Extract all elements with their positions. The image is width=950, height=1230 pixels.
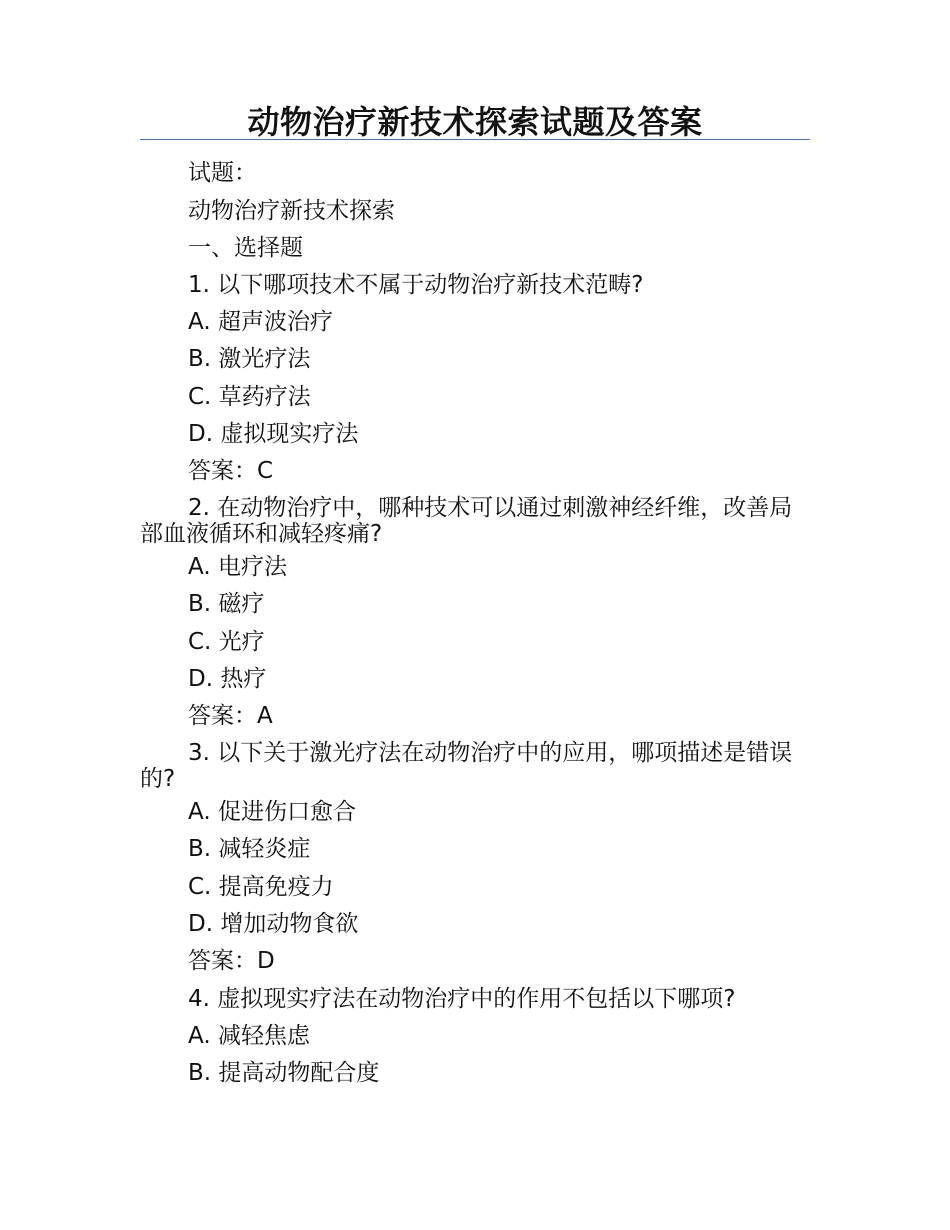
q4-option-b: B. 提高动物配合度 bbox=[188, 1060, 380, 1086]
header-label: 试题： bbox=[188, 160, 257, 186]
q1-answer: 答案：C bbox=[188, 458, 274, 484]
q4-option-a: A. 减轻焦虑 bbox=[188, 1023, 310, 1049]
q2-option-d: D. 热疗 bbox=[188, 666, 267, 692]
q2-option-c: C. 光疗 bbox=[188, 629, 265, 655]
q2-option-b: B. 磁疗 bbox=[188, 591, 265, 617]
question-3: 3. 以下关于激光疗法在动物治疗中的应用，哪项描述是错误的? bbox=[140, 740, 793, 792]
q3-option-c: C. 提高免疫力 bbox=[188, 874, 334, 900]
section-heading: 一、选择题 bbox=[188, 235, 303, 261]
q1-option-c: C. 草药疗法 bbox=[188, 384, 311, 410]
q3-option-b: B. 减轻炎症 bbox=[188, 836, 311, 862]
question-1: 1. 以下哪项技术不属于动物治疗新技术范畴? bbox=[188, 272, 644, 298]
q3-answer: 答案：D bbox=[188, 948, 275, 974]
question-4: 4. 虚拟现实疗法在动物治疗中的作用不包括以下哪项? bbox=[188, 986, 736, 1012]
q2-answer: 答案：A bbox=[188, 703, 273, 729]
document-title: 动物治疗新技术探索试题及答案 bbox=[247, 103, 703, 141]
subject-line: 动物治疗新技术探索 bbox=[188, 198, 395, 224]
question-2: 2. 在动物治疗中，哪种技术可以通过刺激神经纤维，改善局部血液循环和减轻疼痛? bbox=[140, 495, 793, 547]
q1-option-a: A. 超声波治疗 bbox=[188, 309, 333, 335]
q2-option-a: A. 电疗法 bbox=[188, 554, 287, 580]
q3-option-a: A. 促进伤口愈合 bbox=[188, 799, 356, 825]
q3-option-d: D. 增加动物食欲 bbox=[188, 911, 359, 937]
title-underline bbox=[140, 139, 810, 140]
q1-option-d: D. 虚拟现实疗法 bbox=[188, 421, 359, 447]
q1-option-b: B. 激光疗法 bbox=[188, 346, 311, 372]
